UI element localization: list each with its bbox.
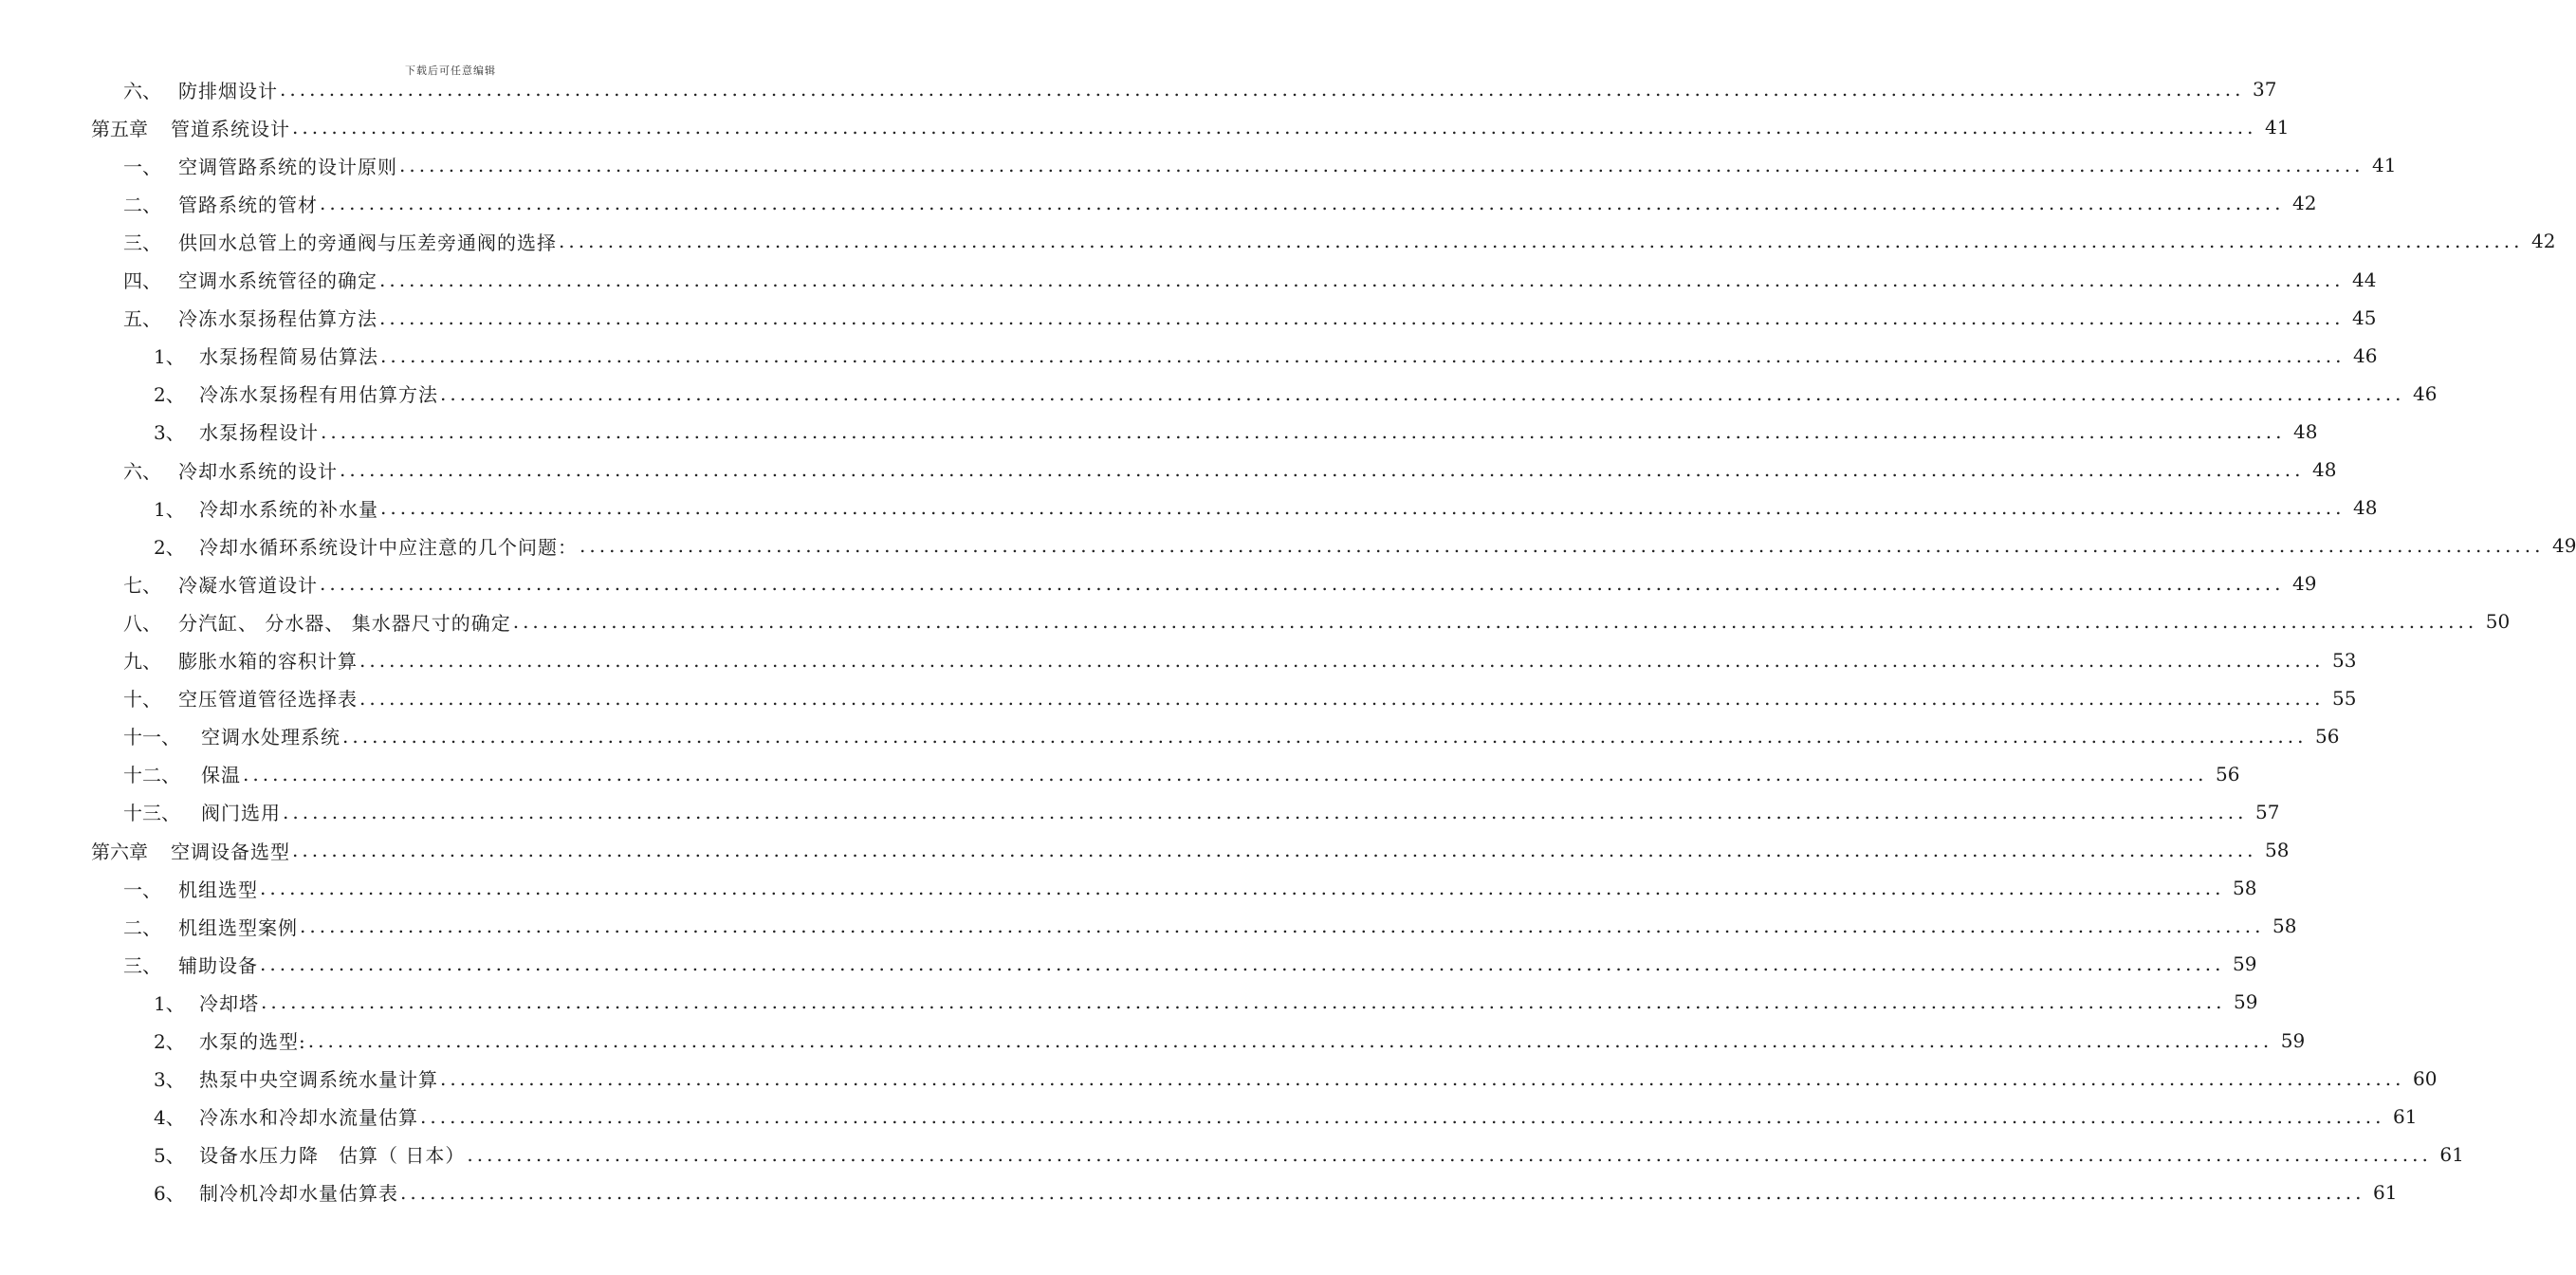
toc-leader-dots: ........................................................................................................................................................................................................ — [380, 496, 2346, 520]
toc-entry-title: 冷却塔 — [199, 991, 259, 1015]
toc-entry-title: 水泵扬程设计 — [199, 421, 319, 445]
toc-entry[interactable] — [0, 337, 2378, 375]
toc-entry-number: 2、 — [154, 383, 185, 407]
toc-entry-number: 1、 — [154, 345, 185, 369]
toc-entry-page: 50 — [2485, 610, 2511, 634]
toc-entry[interactable] — [0, 755, 2240, 793]
toc-leader-dots: ........................................................................................................................................................................................................ — [379, 268, 2345, 291]
toc-entry-number: 六、 — [123, 459, 161, 483]
toc-leader-dots: ........................................................................................................................................................................................................ — [359, 648, 2325, 672]
toc-entry-title: 冷却水循环系统设计中应注意的几个问题： — [199, 535, 578, 559]
toc-entry-title: 空调管路系统的设计原则 — [178, 155, 397, 178]
toc-entry-page: 61 — [2373, 1180, 2398, 1204]
toc-leader-dots: ........................................................................................................................................................................................................ — [260, 952, 2225, 976]
toc-entry[interactable] — [0, 299, 2377, 337]
toc-entry-number: 6、 — [154, 1182, 185, 1206]
toc-leader-dots: ........................................................................................................................................................................................................ — [512, 610, 2478, 634]
toc-entry-title: 冷冻水和冷却水流量估算 — [199, 1106, 418, 1130]
toc-entry-page: 59 — [2233, 952, 2257, 976]
toc-leader-dots: ........................................................................................................................................................................................................ — [559, 230, 2524, 253]
toc-entry-page: 37 — [2253, 78, 2277, 101]
toc-leader-dots: ........................................................................................................................................................................................................ — [300, 915, 2265, 938]
toc-entry-page: 46 — [2353, 343, 2378, 367]
toc-leader-dots: ........................................................................................................................................................................................................ — [243, 762, 2208, 785]
toc-entry[interactable] — [0, 1098, 2418, 1136]
toc-entry[interactable] — [0, 70, 2277, 108]
toc-entry-title: 冷却水系统的设计 — [178, 459, 338, 483]
toc-leader-dots: ........................................................................................................................................................................................................ — [321, 419, 2286, 443]
toc-entry[interactable] — [0, 261, 2377, 299]
toc-entry[interactable] — [0, 641, 2357, 679]
toc-entry-title: 冷冻水泵扬程估算方法 — [178, 307, 377, 331]
toc-leader-dots: ........................................................................................................................................................................................................ — [320, 572, 2285, 596]
toc-entry-page: 42 — [2531, 230, 2556, 253]
toc-leader-dots: ........................................................................................................................................................................................................ — [580, 534, 2545, 558]
toc-entry-page: 42 — [2292, 192, 2317, 215]
toc-entry-page: 58 — [2233, 877, 2257, 900]
toc-entry[interactable] — [0, 869, 2257, 907]
toc-entry-title: 保温 — [201, 764, 241, 787]
toc-entry[interactable] — [0, 831, 2290, 869]
toc-entry-page: 48 — [2353, 496, 2378, 520]
toc-leader-dots: ........................................................................................................................................................................................................ — [400, 1180, 2365, 1204]
toc-leader-dots: ........................................................................................................................................................................................................ — [260, 877, 2225, 900]
toc-entry-number: 六、 — [123, 79, 161, 102]
toc-entry-page: 58 — [2272, 915, 2297, 938]
toc-leader-dots: ........................................................................................................................................................................................................ — [420, 1104, 2385, 1128]
toc-entry-number: 八、 — [123, 611, 161, 635]
toc-entry-page: 61 — [2393, 1104, 2418, 1128]
toc-entry[interactable] — [0, 679, 2357, 717]
toc-leader-dots: ........................................................................................................................................................................................................ — [261, 990, 2226, 1014]
toc-entry-page: 53 — [2332, 648, 2357, 672]
toc-entry[interactable] — [0, 907, 2297, 945]
toc-entry-title: 空调水处理系统 — [201, 726, 340, 749]
toc-entry-number: 4、 — [154, 1106, 185, 1130]
toc-entry-number: 七、 — [123, 573, 161, 597]
toc-entry-title: 阀门选用 — [201, 802, 281, 825]
toc-entry-number: 1、 — [154, 497, 185, 521]
toc-entry-page: 59 — [2280, 1028, 2306, 1052]
toc-leader-dots: ........................................................................................................................................................................................................ — [283, 800, 2248, 823]
toc-entry-page: 56 — [2315, 724, 2340, 748]
toc-entry-number: 五、 — [123, 307, 161, 331]
toc-entry-title: 空压管道管径选择表 — [178, 688, 358, 711]
toc-entry-number: 二、 — [123, 193, 161, 216]
toc-entry-title: 机组选型案例 — [178, 915, 298, 939]
toc-leader-dots: ........................................................................................................................................................................................................ — [359, 686, 2325, 710]
toc-leader-dots: ........................................................................................................................................................................................................ — [440, 381, 2405, 405]
toc-entry-number: 十一、 — [123, 726, 180, 749]
toc-entry[interactable] — [0, 108, 2290, 146]
toc-leader-dots: ........................................................................................................................................................................................................ — [399, 154, 2364, 177]
toc-leader-dots: ........................................................................................................................................................................................................ — [440, 1066, 2405, 1090]
toc-entry-title: 冷冻水泵扬程有用估算方法 — [199, 383, 438, 407]
toc-entry-number: 一、 — [123, 155, 161, 178]
toc-entry[interactable] — [0, 146, 2397, 184]
toc-entry[interactable] — [0, 983, 2258, 1021]
toc-leader-dots: ........................................................................................................................................................................................................ — [467, 1142, 2432, 1166]
toc-entry-number: 三、 — [123, 231, 161, 254]
toc-entry-page: 55 — [2332, 686, 2357, 710]
toc-entry-page: 48 — [2293, 419, 2318, 443]
toc-entry-number: 九、 — [123, 650, 161, 673]
toc-entry-title: 防排烟设计 — [178, 79, 278, 102]
toc-entry-title: 机组选型 — [178, 878, 258, 901]
toc-entry[interactable] — [0, 602, 2511, 640]
toc-entry-number: 2、 — [154, 1030, 185, 1053]
toc-entry-title: 冷凝水管道设计 — [178, 573, 318, 597]
toc-entry[interactable] — [0, 489, 2378, 527]
toc-entry[interactable] — [0, 1173, 2398, 1211]
toc-entry[interactable] — [0, 793, 2280, 831]
toc-entry[interactable] — [0, 222, 2556, 260]
toc-entry[interactable] — [0, 184, 2317, 222]
header-note: 下载后可任意编辑 — [405, 65, 496, 77]
toc-entry-page: 46 — [2413, 381, 2438, 405]
toc-entry-title: 膨胀水箱的容积计算 — [178, 650, 358, 673]
toc-entry-number: 一、 — [123, 878, 161, 901]
toc-entry-page: 49 — [2552, 534, 2576, 558]
toc-entry-page: 45 — [2352, 305, 2377, 329]
toc-entry[interactable] — [0, 1136, 2464, 1173]
toc-entry-page: 57 — [2255, 800, 2280, 823]
toc-entry[interactable] — [0, 564, 2317, 602]
toc-leader-dots: ........................................................................................................................................................................................................ — [307, 1028, 2273, 1052]
toc-entry-title: 设备水压力降 估算（ 日本） — [199, 1144, 466, 1168]
toc-leader-dots: ........................................................................................................................................................................................................ — [380, 343, 2346, 367]
toc-entry-title: 管路系统的管材 — [178, 193, 318, 216]
toc-entry-number: 十三、 — [123, 802, 180, 825]
toc-entry-page: 41 — [2372, 154, 2397, 177]
toc-leader-dots: ........................................................................................................................................................................................................ — [379, 305, 2345, 329]
toc-entry-number: 1、 — [154, 991, 185, 1015]
toc-entry-number: 5、 — [154, 1144, 185, 1168]
toc-entry-page: 48 — [2312, 458, 2337, 481]
toc-entry-title: 供回水总管上的旁通阀与压差旁通阀的选择 — [178, 231, 557, 254]
toc-entry-title: 管道系统设计 — [171, 117, 290, 140]
toc-entry-page: 44 — [2352, 268, 2377, 291]
toc-entry-title: 空调设备选型 — [171, 840, 290, 863]
toc-entry[interactable] — [0, 945, 2257, 983]
toc-entry-number: 十、 — [123, 688, 161, 711]
toc-entry-page: 49 — [2292, 572, 2317, 596]
toc-entry[interactable] — [0, 413, 2318, 451]
toc-entry[interactable] — [0, 1060, 2438, 1098]
toc-leader-dots: ........................................................................................................................................................................................................ — [320, 192, 2285, 215]
toc-entry-number: 3、 — [154, 1068, 185, 1092]
toc-entry-title: 制冷机冷却水量估算表 — [199, 1182, 398, 1206]
toc-entry-title: 水泵扬程简易估算法 — [199, 345, 378, 369]
toc-entry-number: 3、 — [154, 421, 185, 445]
toc-leader-dots: ........................................................................................................................................................................................................ — [342, 724, 2308, 748]
toc-entry-title: 热泵中央空调系统水量计算 — [199, 1068, 438, 1092]
toc-entry-page: 60 — [2413, 1066, 2438, 1090]
toc-entry[interactable] — [0, 375, 2438, 413]
toc-entry-number: 四、 — [123, 269, 161, 292]
toc-entry-page: 61 — [2439, 1142, 2464, 1166]
toc-leader-dots: ........................................................................................................................................................................................................ — [340, 458, 2305, 481]
toc-entry-title: 空调水系统管径的确定 — [178, 269, 377, 292]
toc-entry[interactable] — [0, 1022, 2306, 1060]
toc-entry[interactable] — [0, 717, 2340, 755]
toc-leader-dots: ........................................................................................................................................................................................................ — [292, 116, 2257, 139]
toc-entry-number: 三、 — [123, 953, 161, 977]
toc-entry-page: 41 — [2265, 116, 2290, 139]
toc-entry-page: 58 — [2265, 839, 2290, 861]
toc-entry[interactable] — [0, 527, 2576, 564]
toc-entry-number: 2、 — [154, 535, 185, 559]
toc-entry-number: 十二、 — [123, 764, 180, 787]
toc-entry[interactable] — [0, 451, 2337, 489]
toc-entry-title: 冷却水系统的补水量 — [199, 497, 378, 521]
toc-entry-title: 分汽缸、 分水器、 集水器尺寸的确定 — [178, 611, 511, 635]
toc-entry-title: 辅助设备 — [178, 953, 258, 977]
toc-entry-page: 56 — [2216, 762, 2240, 785]
toc-entry-page: 59 — [2234, 990, 2258, 1014]
toc-entry-number: 二、 — [123, 915, 161, 939]
toc-leader-dots: ........................................................................................................................................................................................................ — [292, 839, 2257, 861]
toc-entry-number: 第五章 — [91, 117, 148, 140]
toc-entry-title: 水泵的选型: — [199, 1030, 306, 1053]
toc-entry-number: 第六章 — [91, 840, 148, 863]
toc-leader-dots: ........................................................................................................................................................................................................ — [280, 78, 2245, 101]
